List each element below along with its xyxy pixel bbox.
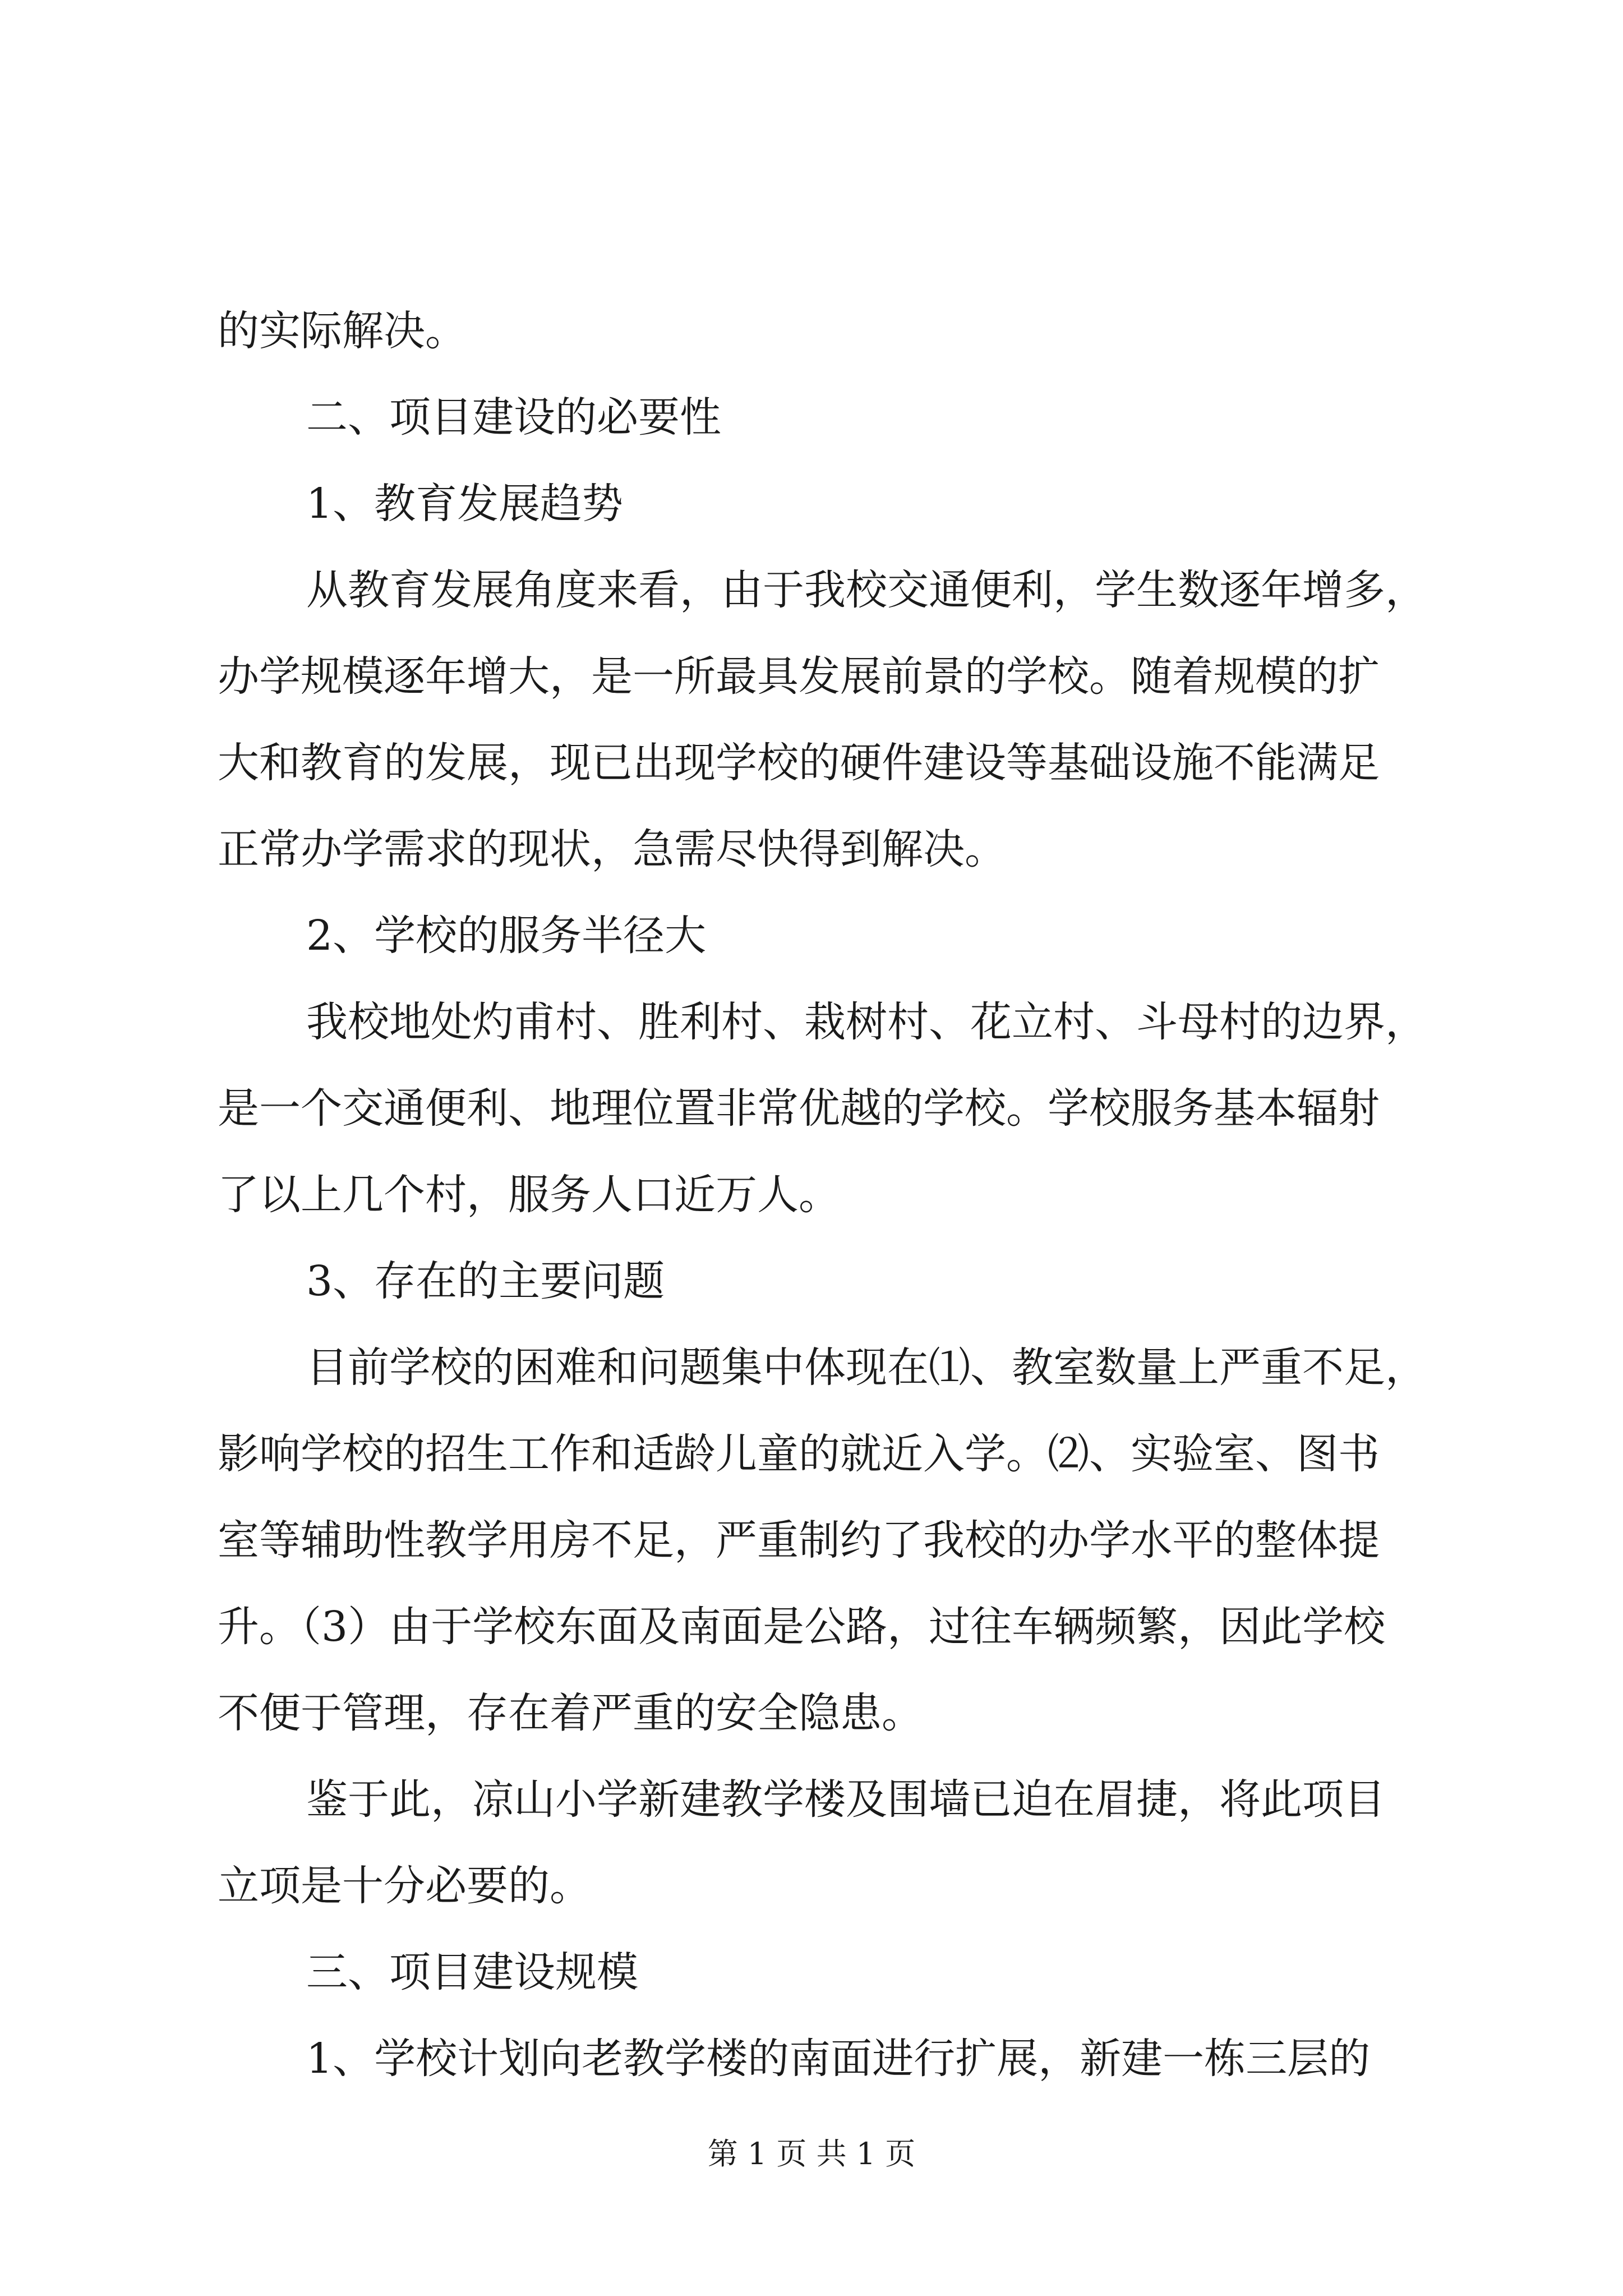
subsection-heading: 3、存在的主要问题 xyxy=(306,1257,665,1305)
subsection-heading: 2、学校的服务半径大 xyxy=(306,912,707,960)
subsection-heading: 1、教育发展趋势 xyxy=(306,480,624,528)
body-text-line: 正常办学需求的现状，急需尽快得到解决。 xyxy=(218,825,1006,873)
section-heading: 二、项目建设的必要性 xyxy=(306,393,721,441)
body-text-line: 是一个交通便利、地理位置非常优越的学校。学校服务基本辐射 xyxy=(218,1084,1380,1133)
paragraph-first-line: 从教育发展角度来看，由于我校交通便利，学生数逐年增多， xyxy=(306,566,1427,614)
paragraph-first-line: 鉴于此，凉山小学新建教学楼及围墙已迫在眉捷，将此项目 xyxy=(306,1775,1385,1824)
body-text-line: 升。（3）由于学校东面及南面是公路，过往车辆频繁，因此学校 xyxy=(218,1603,1386,1651)
body-text-line: 室等辅助性教学用房不足，严重制约了我校的办学水平的整体提 xyxy=(218,1516,1380,1565)
body-text-line: 影响学校的招生工作和适龄儿童的就近入学。⑵、实验室、图书 xyxy=(218,1430,1380,1478)
body-text-line: 的实际解决。 xyxy=(218,307,467,355)
body-text-line: 不便于管理，存在着严重的安全隐患。 xyxy=(218,1689,923,1737)
body-text-line: 立项是十分必要的。 xyxy=(218,1862,591,1910)
paragraph-first-line: 我校地处灼甫村、胜利村、栽树村、花立村、斗母村的边界， xyxy=(306,998,1427,1046)
paragraph-first-line: 目前学校的困难和问题集中体现在⑴、教室数量上严重不足， xyxy=(306,1343,1427,1392)
body-text-line: 办学规模逐年增大，是一所最具发展前景的学校。随着规模的扩 xyxy=(218,652,1380,701)
section-heading: 三、项目建设规模 xyxy=(306,1948,638,1996)
body-text-line: 大和教育的发展，现已出现学校的硬件建设等基础设施不能满足 xyxy=(218,739,1380,787)
body-text-line: 了以上几个村，服务人口近万人。 xyxy=(218,1171,840,1219)
paragraph-first-line: 1、学校计划向老教学楼的南面进行扩展，新建一栋三层的 xyxy=(306,2035,1371,2083)
page-footer: 第 1 页 共 1 页 xyxy=(707,2136,916,2171)
